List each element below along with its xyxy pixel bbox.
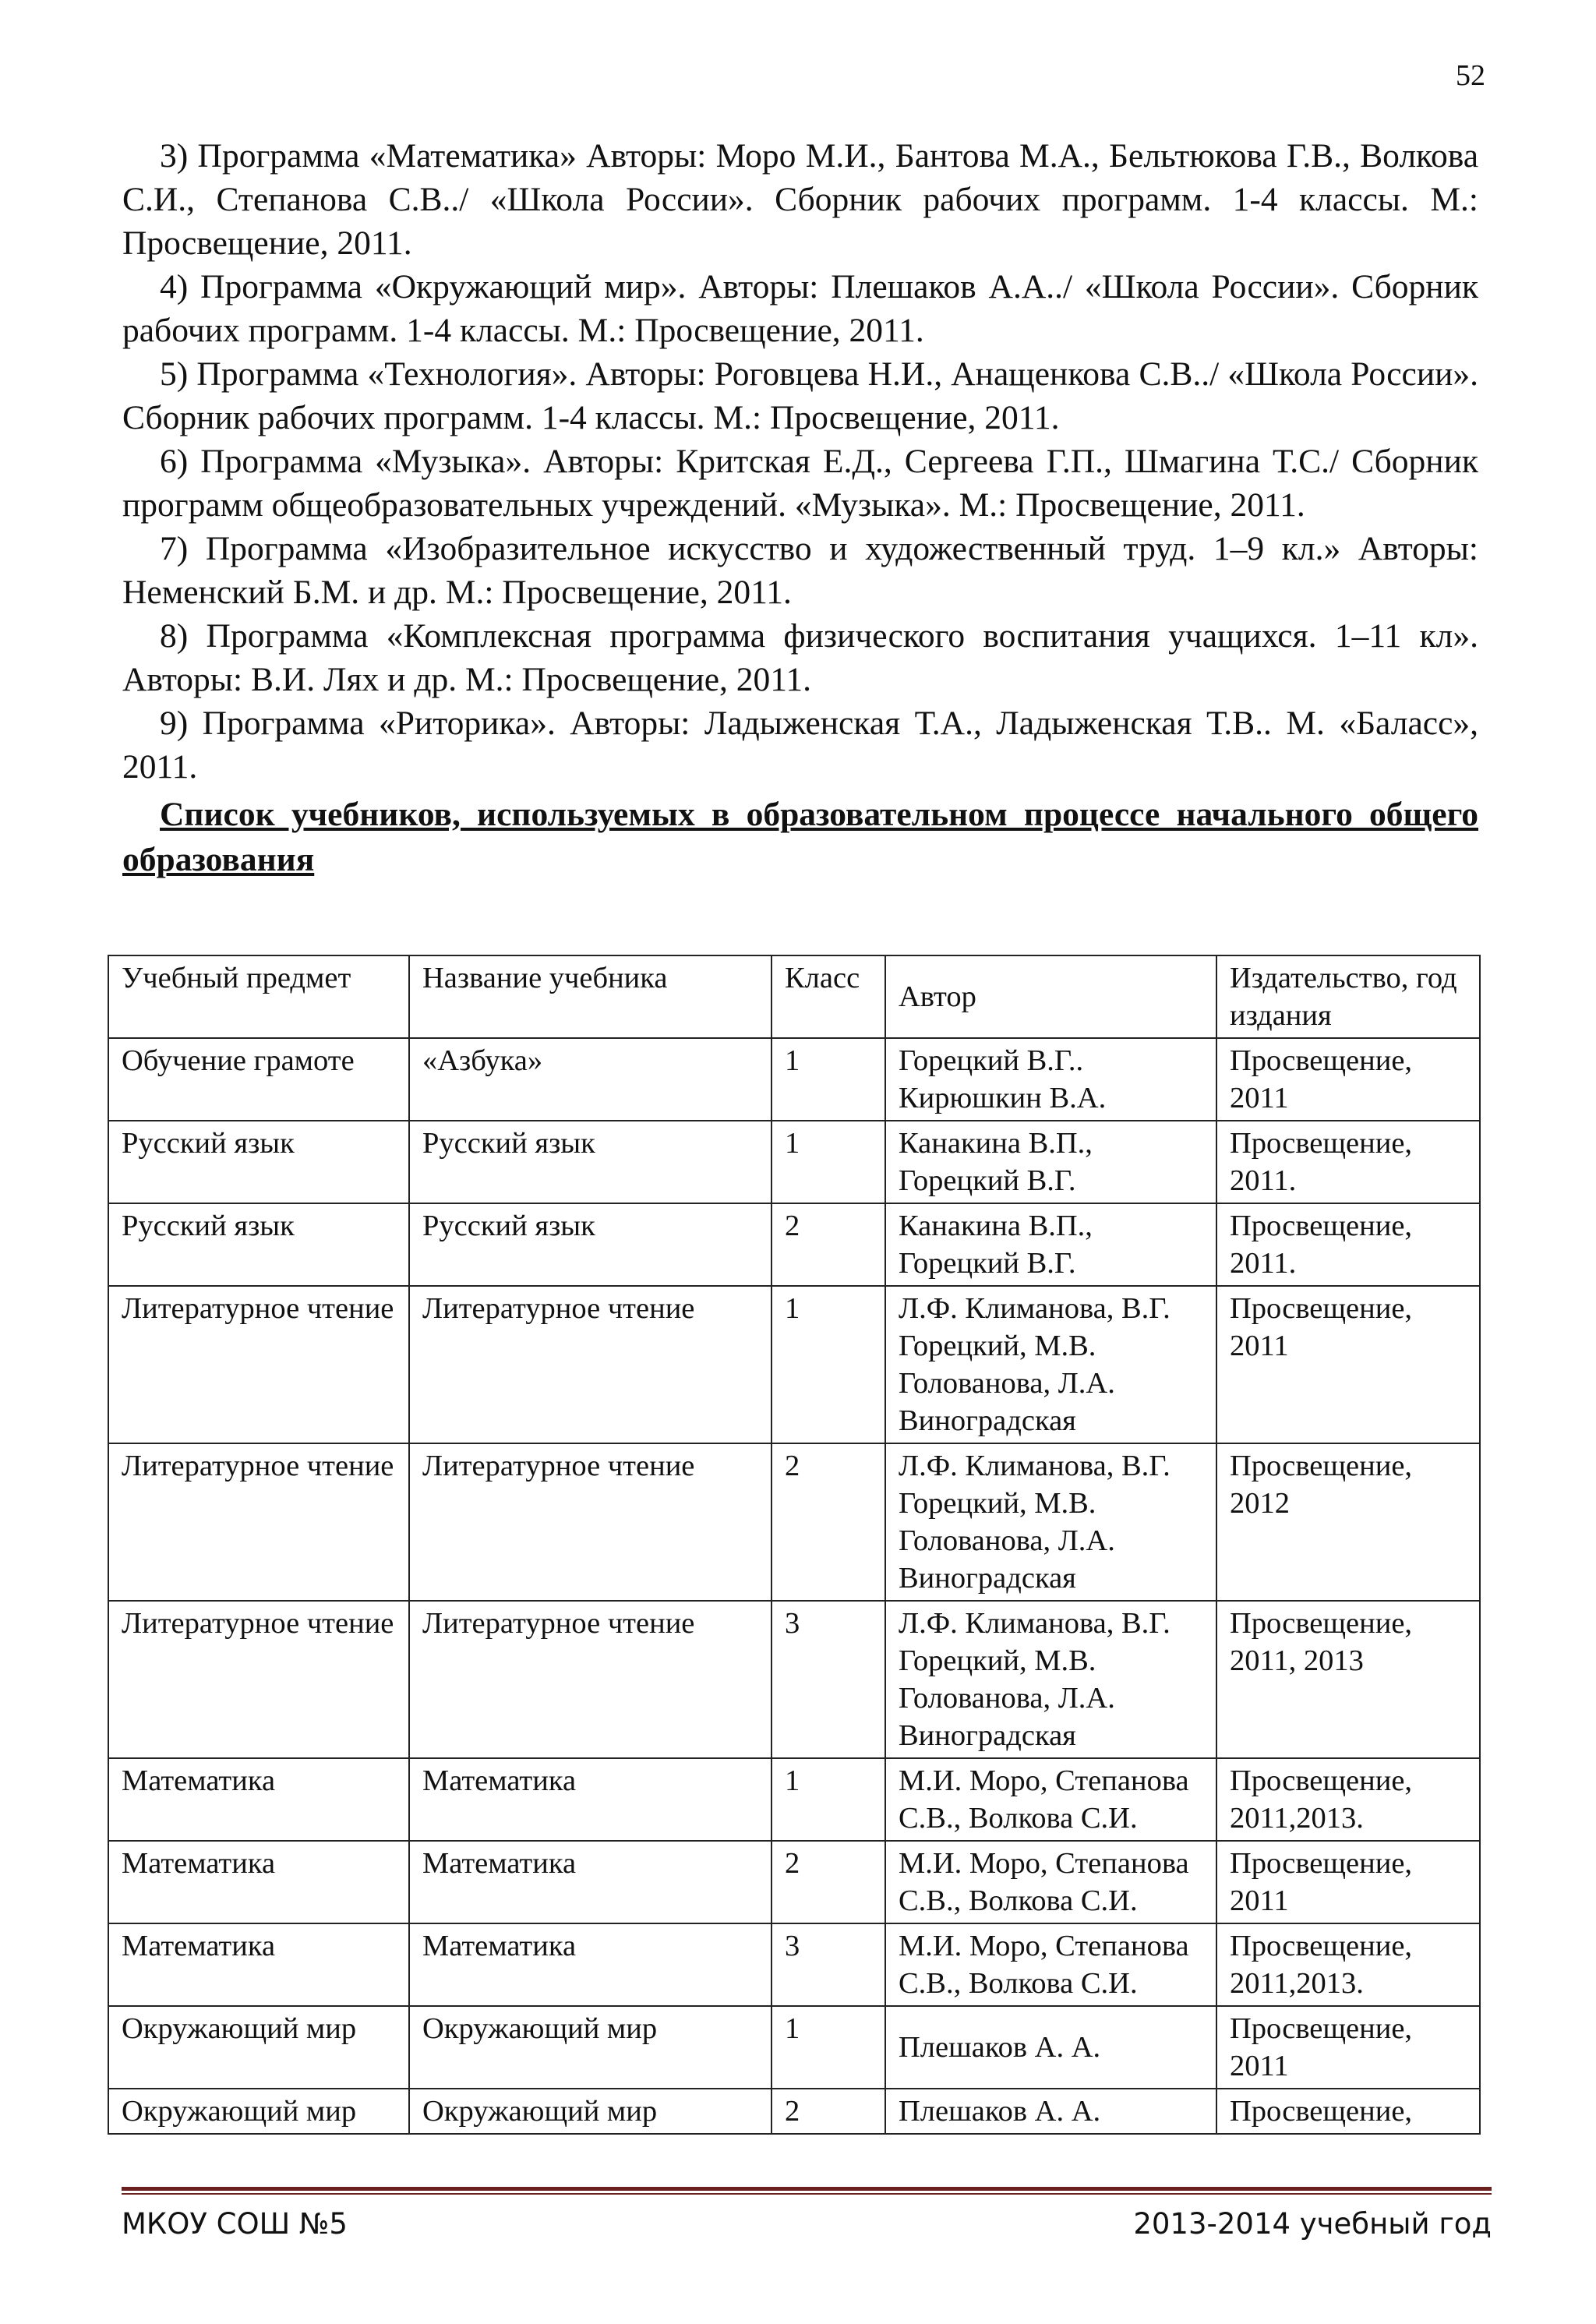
cell-book-title: Окружающий мир [409,2089,772,2134]
cell-subject: Литературное чтение [108,1443,409,1601]
header-grade: Класс [772,955,885,1038]
footer-divider [122,2187,1492,2191]
program-item-7: 7) Программа «Изобразительное искусство и художественный труд. 1–9 кл.» Авторы: Неменский Б.М. и др. М.: Просвещение, 2011. [122,530,1478,611]
cell-grade: 1 [772,1286,885,1443]
cell-author: Горецкий В.Г.. Кирюшкин В.А. [885,1038,1216,1121]
cell-publisher: Просвещение, 2011,2013. [1216,1923,1480,2006]
cell-publisher: Просвещение, 2011 [1216,1841,1480,1923]
table-row [108,1443,1480,1601]
cell-publisher: Просвещение, 2011 [1216,2006,1480,2089]
table-row [108,1121,1480,1203]
cell-publisher: Просвещение, 2011. [1216,1203,1480,1286]
cell-book-title: Литературное чтение [409,1443,772,1601]
footer-divider-thin [122,2193,1492,2195]
page-number: 52 [1456,59,1485,92]
cell-author: Канакина В.П., Горецкий В.Г. [885,1203,1216,1286]
cell-publisher: Просвещение, 2011, 2013 [1216,1601,1480,1758]
cell-author: Л.Ф. Климанова, В.Г. Горецкий, М.В. Голованова, Л.А. Виноградская [885,1601,1216,1758]
cell-book-title: «Азбука» [409,1038,772,1121]
table-row [108,1758,1480,1841]
cell-subject: Литературное чтение [108,1601,409,1758]
header-subject: Учебный предмет [108,955,409,1038]
cell-subject: Математика [108,1758,409,1841]
cell-grade: 2 [772,2089,885,2134]
cell-author: Плешаков А. А. [885,2089,1216,2134]
cell-publisher: Просвещение, 2011. [1216,1121,1480,1203]
cell-book-title: Окружающий мир [409,2006,772,2089]
cell-book-title: Литературное чтение [409,1601,772,1758]
cell-grade: 2 [772,1203,885,1286]
program-item-3: 3) Программа «Математика» Авторы: Моро М.И., Бантова М.А., Бельтюкова Г.В., Волкова С.И., Степанова С.В../ «Школа России». Сборник рабочих программ. 1-4 классы. М.: Просвещение, 2011. [122,137,1478,262]
cell-author: Канакина В.П., Горецкий В.Г. [885,1121,1216,1203]
table-row [108,1841,1480,1923]
cell-subject: Окружающий мир [108,2089,409,2134]
table-row [108,1203,1480,1286]
cell-grade: 3 [772,1923,885,2006]
cell-subject: Математика [108,1841,409,1923]
cell-author: М.И. Моро, Степанова С.В., Волкова С.И. [885,1758,1216,1841]
cell-book-title: Русский язык [409,1203,772,1286]
program-item-4: 4) Программа «Окружающий мир». Авторы: Плешаков А.А../ «Школа России». Сборник рабочих программ. 1-4 классы. М.: Просвещение, 2011. [122,268,1478,349]
textbook-table [108,955,1481,2135]
header-author: Автор [885,955,1216,1038]
cell-grade: 2 [772,1841,885,1923]
program-item-5: 5) Программа «Технология». Авторы: Роговцева Н.И., Анащенкова С.В../ «Школа России». Сборник рабочих программ. 1-4 классы. М.: Просвещение, 2011. [122,355,1478,436]
cell-publisher: Просвещение, 2011 [1216,1286,1480,1443]
cell-book-title: Математика [409,1841,772,1923]
header-publisher: Издательство, год издания [1216,955,1480,1038]
cell-book-title: Математика [409,1758,772,1841]
cell-author: М.И. Моро, Степанова С.В., Волкова С.И. [885,1923,1216,2006]
cell-grade: 1 [772,1758,885,1841]
table-row [108,1286,1480,1443]
table-row [108,1923,1480,2006]
cell-grade: 1 [772,2006,885,2089]
table-row [108,1038,1480,1121]
table-header-row [108,955,1480,1038]
footer-school-year: 2013-2014 учебный год [1133,2207,1492,2241]
header-book-title: Название учебника [409,955,772,1038]
table-row [108,2089,1480,2134]
program-item-8: 8) Программа «Комплексная программа физического воспитания учащихся. 1–11 кл». Авторы: В.И. Лях и др. М.: Просвещение, 2011. [122,617,1478,698]
program-item-6: 6) Программа «Музыка». Авторы: Критская Е.Д., Сергеева Г.П., Шмагина Т.С./ Сборник программ общеобразовательных учреждений. «Музыка». М.: Просвещение, 2011. [122,443,1478,524]
cell-grade: 3 [772,1601,885,1758]
program-item-9: 9) Программа «Риторика». Авторы: Ладыженская Т.А., Ладыженская Т.В.. М. «Баласс», 2011. [122,705,1478,786]
cell-publisher: Просвещение, 2011,2013. [1216,1758,1480,1841]
cell-author: Л.Ф. Климанова, В.Г. Горецкий, М.В. Голованова, Л.А. Виноградская [885,1286,1216,1443]
cell-publisher: Просвещение, 2011 [1216,1038,1480,1121]
cell-subject: Математика [108,1923,409,2006]
section-heading: Список учебников, используемых в образовательном процессе начального общего образования [122,796,1478,878]
table-row [108,2006,1480,2089]
table-row [108,1601,1480,1758]
cell-publisher: Просвещение, [1216,2089,1480,2134]
cell-grade: 2 [772,1443,885,1601]
cell-book-title: Русский язык [409,1121,772,1203]
cell-author: Л.Ф. Климанова, В.Г. Горецкий, М.В. Голованова, Л.А. Виноградская [885,1443,1216,1601]
cell-author: М.И. Моро, Степанова С.В., Волкова С.И. [885,1841,1216,1923]
cell-book-title: Литературное чтение [409,1286,772,1443]
cell-subject: Литературное чтение [108,1286,409,1443]
cell-subject: Русский язык [108,1203,409,1286]
cell-grade: 1 [772,1038,885,1121]
footer-school-name: МКОУ СОШ №5 [122,2207,348,2241]
cell-grade: 1 [772,1121,885,1203]
textbook-table-body [108,955,1480,2134]
cell-author: Плешаков А. А. [885,2006,1216,2089]
cell-subject: Обучение грамоте [108,1038,409,1121]
cell-subject: Русский язык [108,1121,409,1203]
document-body [122,134,1478,882]
cell-publisher: Просвещение, 2012 [1216,1443,1480,1601]
cell-book-title: Математика [409,1923,772,2006]
cell-subject: Окружающий мир [108,2006,409,2089]
